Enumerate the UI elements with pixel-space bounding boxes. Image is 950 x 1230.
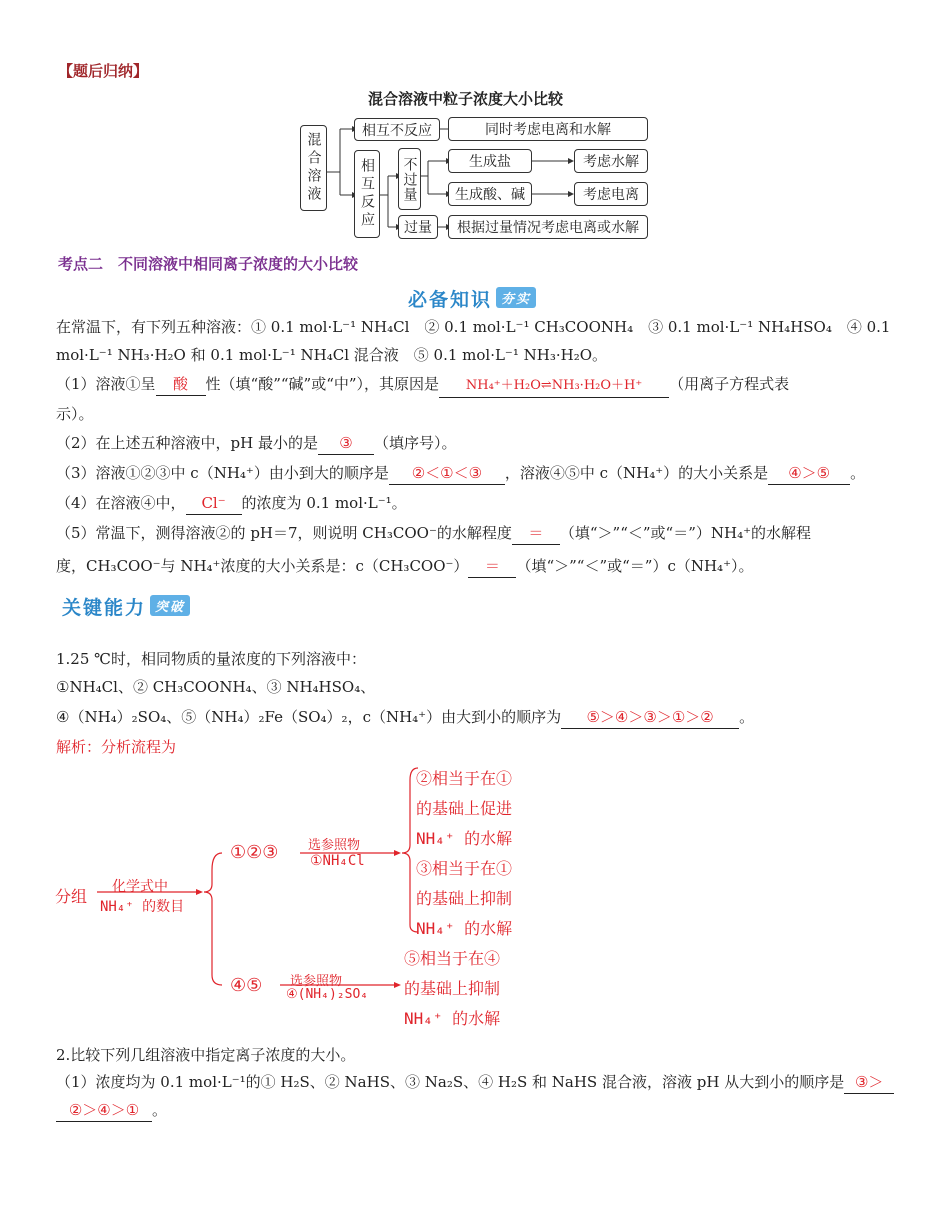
- analysis-g1-ref-top: 选参照物: [308, 838, 361, 853]
- q3-answer: ②＜①＜③: [389, 462, 505, 485]
- ex1-line-1: 1.25 ℃时，相同物质的量浓度的下列溶液中：: [56, 650, 366, 668]
- intro-line-1: 在常温下，有下列五种溶液：① 0.1 mol·L⁻¹ NH₄Cl ② 0.1 mol·L⁻¹ CH₃COONH₄ ③ 0.1 mol·L⁻¹ NH₄HSO₄ ④ 0.1: [56, 318, 891, 336]
- q1-text-a: （1）溶液①呈: [56, 375, 156, 393]
- analysis-g1-r1-0: ②相当于在①: [416, 769, 513, 788]
- q3-text-b: ，溶液④⑤中 c（NH₄⁺）的大小关系是: [504, 464, 769, 482]
- flow-excess-label: 过量: [404, 220, 432, 236]
- banner-knowledge: [408, 285, 536, 312]
- analysis-g2-ref-bottom: ④(NH₄)₂SO₄: [286, 987, 369, 1002]
- flow-salt-box: [448, 149, 532, 173]
- ex1-analysis-label: 解析：分析流程为: [56, 738, 177, 756]
- flow-not-excess-label: 不过量: [401, 156, 418, 202]
- banner-ability-tag: 突破: [150, 595, 190, 616]
- flow-no-reaction-label: 相互不反应: [362, 122, 432, 139]
- question-5: [56, 522, 811, 545]
- ex1-end: 。: [739, 708, 755, 726]
- analysis-basis-bottom: NH₄⁺ 的数目: [100, 899, 185, 915]
- q2-text-a: （2）在上述五种溶液中，pH 最小的是: [56, 434, 318, 452]
- ex1-text: ④（NH₄）₂SO₄、⑤（NH₄）₂Fe（SO₄）₂，c（NH₄⁺）由大到小的顺序为: [56, 708, 562, 726]
- question-4: [56, 492, 407, 515]
- flowchart-title: 混合溶液中粒子浓度大小比较: [368, 90, 564, 108]
- q2-text-b: （填序号）。: [374, 434, 457, 452]
- question-5-cont: [56, 555, 754, 578]
- banner-knowledge-tag: 夯实: [496, 287, 536, 308]
- q1-answer: 酸: [156, 373, 206, 396]
- ex2-title: 2.比较下列几组溶液中指定离子浓度的大小。: [56, 1046, 356, 1064]
- ex1-line-2: ①NH₄Cl、② CH₃COONH₄、③ NH₄HSO₄、: [56, 678, 376, 696]
- ex2-q1-answer-b: ②＞④＞①: [56, 1099, 152, 1122]
- section-title: 考点二 不同溶液中相同离子浓度的大小比较: [58, 255, 359, 273]
- question-1: [56, 373, 789, 398]
- q3-text-a: （3）溶液①②③中 c（NH₄⁺）由小到大的顺序是: [56, 464, 389, 482]
- q1-text-c: （用离子方程式表: [669, 375, 790, 393]
- ex1-answer: ⑤＞④＞③＞①＞②: [561, 706, 739, 729]
- flow-acid-base-result-box: [574, 182, 648, 206]
- q5-text-b: （填“＞”“＜”或“＝”）NH₄⁺的水解程: [559, 524, 812, 542]
- flow-acid-base-label: 生成酸、碱: [455, 187, 525, 203]
- flow-acid-base-box: [448, 182, 532, 206]
- flow-excess-result-label: 根据过量情况考虑电离或水解: [457, 220, 639, 236]
- ex2-q1-answer-a: ③＞: [844, 1071, 894, 1094]
- banner-ability-label: 关键能力: [62, 597, 147, 619]
- question-1-cont: 示）。: [56, 405, 94, 423]
- q4-answer: Cl⁻: [186, 492, 242, 515]
- q4-text-b: 的浓度为 0.1 mol·L⁻¹。: [241, 494, 407, 512]
- flow-no-reaction-result-label: 同时考虑电离和水解: [485, 122, 611, 138]
- q3-text-c: 。: [850, 464, 866, 482]
- flow-root-box: [300, 125, 327, 211]
- flow-no-reaction-box: [354, 118, 440, 141]
- q2-answer: ③: [318, 432, 374, 455]
- flow-not-excess-box: [398, 148, 421, 210]
- flow-acid-base-result-label: 考虑电离: [583, 187, 639, 203]
- flow-excess-result-box: [448, 215, 648, 239]
- analysis-g1-r2-1: 的基础上抑制: [416, 889, 513, 908]
- analysis-basis-top: 化学式中: [112, 879, 168, 895]
- flow-reaction-label: 相互反应: [359, 158, 375, 230]
- analysis-group: 分组: [55, 887, 88, 906]
- intro-line-2: mol·L⁻¹ NH₃·H₂O 和 0.1 mol·L⁻¹ NH₄Cl 混合液 ⑤ 0.1 mol·L⁻¹ NH₃·H₂O。: [56, 346, 608, 364]
- q5-text-c: 度，CH₃COO⁻与 NH₄⁺浓度的大小关系是：c（CH₃COO⁻）: [56, 557, 469, 575]
- question-2: [56, 432, 457, 455]
- question-3: [56, 462, 865, 485]
- ex2-q1-end: 。: [152, 1101, 168, 1119]
- q3-answer-2: ④＞⑤: [768, 462, 850, 485]
- summary-tag: 【题后归纳】: [58, 62, 149, 80]
- analysis-g2-r-1: 的基础上抑制: [404, 979, 501, 998]
- flow-salt-result-label: 考虑水解: [583, 154, 639, 170]
- flow-no-reaction-result-box: [448, 117, 648, 141]
- q5-text-d: （填“＞”“＜”或“＝”）c（NH₄⁺）。: [516, 557, 754, 575]
- q5-text-a: （5）常温下，测得溶液②的 pH＝7，则说明 CH₃COO⁻的水解程度: [56, 524, 512, 542]
- banner-ability: [62, 593, 190, 620]
- flow-excess-box: [398, 215, 438, 239]
- analysis-g2-r-2: NH₄⁺ 的水解: [404, 1009, 501, 1028]
- banner-knowledge-label: 必备知识: [408, 289, 493, 311]
- analysis-g2-ref-top: 选参照物: [290, 974, 343, 989]
- analysis-g1-ref-bottom: ①NH₄Cl: [310, 853, 365, 869]
- q1-equation: NH₄⁺＋H₂O⇌NH₃·H₂O＋H⁺: [439, 375, 669, 398]
- q5-answer-2: ＝: [468, 555, 516, 578]
- ex2-q1-text: （1）浓度均为 0.1 mol·L⁻¹的① H₂S、② NaHS、③ Na₂S、④ H₂S 和 NaHS 混合液，溶液 pH 从大到小的顺序是: [56, 1073, 845, 1091]
- flow-salt-result-box: [574, 149, 648, 173]
- flow-salt-label: 生成盐: [469, 154, 511, 170]
- analysis-g1-r1-2: NH₄⁺ 的水解: [416, 829, 513, 848]
- analysis-g1-r1-1: 的基础上促进: [416, 799, 513, 818]
- analysis-g1: ①②③: [230, 842, 279, 863]
- analysis-g2-r-0: ⑤相当于在④: [404, 949, 501, 968]
- analysis-g2: ④⑤: [230, 975, 263, 996]
- q1-text-b: 性（填“酸”“碱”或“中”），其原因是: [205, 375, 440, 393]
- analysis-g1-r2-0: ③相当于在①: [416, 859, 513, 878]
- ex1-line-3: [56, 706, 754, 729]
- q4-text-a: （4）在溶液④中，: [56, 494, 186, 512]
- analysis-g1-r2-2: NH₄⁺ 的水解: [416, 919, 513, 938]
- ex2-question-1-cont: [56, 1099, 167, 1122]
- q5-answer: ＝: [512, 522, 560, 545]
- ex2-question-1: [56, 1071, 894, 1094]
- flow-root-label: 混合溶液: [305, 132, 322, 204]
- flow-reaction-box: [354, 150, 380, 238]
